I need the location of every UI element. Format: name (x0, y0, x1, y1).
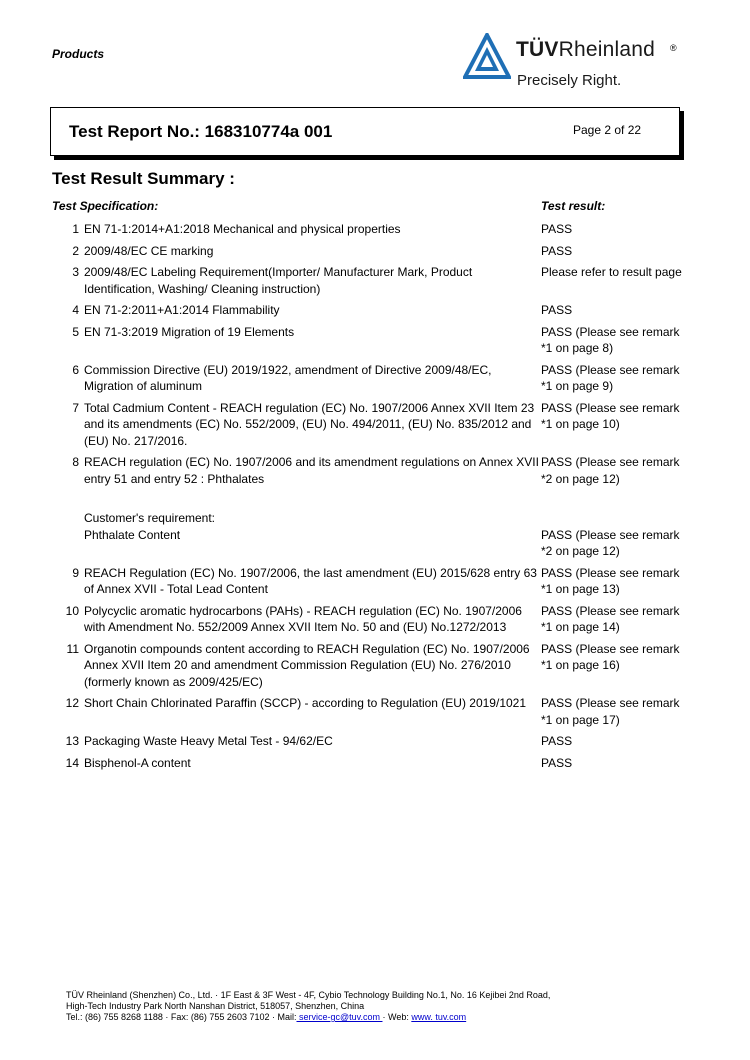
email-link[interactable]: service-gc@tuv.com (296, 1012, 383, 1022)
test-result: PASS (541, 734, 573, 748)
test-result: Please refer to result page (541, 265, 682, 279)
item-number: 8 (72, 455, 79, 469)
test-result: PASS (541, 243, 573, 258)
web-link[interactable]: www. tuv.com (411, 1012, 467, 1022)
item-number: 5 (72, 324, 79, 339)
item-number: 10 (65, 603, 79, 618)
table-row (52, 243, 692, 260)
test-result: PASS (Please see remark *1 on page 9) (541, 362, 680, 393)
test-specification: 2009/48/EC CE marking (84, 243, 214, 258)
test-result: PASS (Please see remark *2 on page 12) (541, 527, 680, 558)
report-number-box (50, 107, 680, 156)
table-row (52, 264, 692, 297)
table-row (52, 733, 692, 750)
test-specification: EN 71-1:2014+A1:2018 Mechanical and physical properties (84, 222, 401, 236)
test-result: PASS (Please see remark *1 on page 8) (541, 324, 680, 355)
table-row (52, 695, 692, 728)
test-specification (84, 510, 541, 560)
test-result: PASS (Please see remark *1 on page 16) (541, 641, 680, 672)
test-result: PASS (Please see remark *1 on page 17) (541, 696, 680, 727)
test-result: PASS (541, 303, 573, 317)
summary-title: Test Result Summary : (52, 169, 235, 188)
table-row (52, 221, 692, 238)
test-result-list (52, 221, 692, 776)
item-number (52, 510, 84, 560)
triangle-logo-icon (463, 33, 511, 79)
report-title: Test Report No.: 168310774a 001 (69, 122, 333, 141)
page-indicator: Page 2 of 22 (573, 123, 642, 137)
table-row (52, 755, 692, 772)
spec-column-header: Test Specification: (52, 199, 159, 213)
table-row (52, 454, 692, 487)
customer-requirement-spec: Phthalate Content (84, 527, 181, 542)
footer-address-line: High-Tech Industry Park North Nanshan District, 518057, Shenzhen, China (66, 1001, 365, 1011)
test-specification: Packaging Waste Heavy Metal Test - 94/62/EC (84, 734, 333, 748)
test-specification: 2009/48/EC Labeling Requirement(Importer/ Manufacturer Mark, Product Identification, Washing/ Cleaning instruction) (84, 265, 473, 296)
item-number: 3 (72, 265, 79, 279)
table-row (52, 603, 692, 636)
test-result: PASS (Please see remark *1 on page 13) (541, 565, 680, 596)
section-label: Products (52, 47, 105, 61)
test-result: PASS (541, 222, 573, 236)
item-number: 12 (65, 696, 79, 710)
table-row (52, 510, 692, 560)
table-row (52, 565, 692, 598)
table-row (52, 302, 692, 319)
test-specification: Commission Directive (EU) 2019/1922, amendment of Directive 2009/48/EC, Migration of aluminum (84, 362, 492, 393)
item-number: 6 (72, 362, 79, 377)
item-number: 11 (66, 641, 79, 656)
test-specification: REACH Regulation (EC) No. 1907/2006, the last amendment (EU) 2015/628 entry 63 of Annex XVII - Total Lead Content (84, 565, 537, 596)
tuv-rheinland-logo (463, 33, 703, 93)
table-row (52, 362, 692, 395)
test-specification: EN 71-3:2019 Migration of 19 Elements (84, 324, 295, 339)
item-number: 13 (65, 734, 79, 748)
test-specification: Total Cadmium Content - REACH regulation (EC) No. 1907/2006 Annex XVII Item 23 and its amendments (EC) No. 552/2009, (EU) No. 494/2011, (EU) No. 835/2012 and (EU) No. 217/2016. (84, 400, 535, 448)
test-specification: Polycyclic aromatic hydrocarbons (PAHs) - REACH regulation (EC) No. 1907/2006 with Amendment No. 552/2009 Annex XVII Item No. 50 and (EU) No.1272/2013 (84, 603, 522, 634)
brand-tagline: Precisely Right. (517, 72, 622, 89)
item-number: 4 (72, 303, 79, 317)
test-result: PASS (Please see remark *1 on page 14) (541, 603, 680, 634)
item-number: 9 (72, 565, 79, 580)
customer-requirement-label: Customer's requirement: (84, 511, 216, 525)
test-result: PASS (541, 755, 573, 770)
test-specification: Bisphenol-A content (84, 755, 191, 770)
test-specification: EN 71-2:2011+A1:2014 Flammability (84, 303, 280, 317)
table-row (52, 400, 692, 450)
brand-name: TÜVRheinland (516, 38, 655, 61)
footer (66, 990, 550, 1023)
result-column-header: Test result: (541, 199, 606, 213)
item-number: 1 (72, 222, 79, 236)
item-number: 14 (65, 755, 79, 770)
test-specification: REACH regulation (EC) No. 1907/2006 and its amendment regulations on Annex XVII entry 51 and entry 52 : Phthalates (84, 455, 539, 486)
test-specification: Short Chain Chlorinated Paraffin (SCCP) - according to Regulation (EU) 2019/1021 (84, 696, 527, 710)
footer-contact-line: Tel.: (86) 755 8268 1188 · Fax: (86) 755 2603 7102 · Mail: service-gc@tuv.com · Web: www. tuv.com (66, 1012, 467, 1022)
item-number: 7 (72, 400, 79, 415)
test-result: PASS (Please see remark *2 on page 12) (541, 455, 680, 486)
footer-address-line: TÜV Rheinland (Shenzhen) Co., Ltd. · 1F East & 3F West - 4F, Cybio Technology Building No.1, No. 16 Kejibei 2nd Road, (66, 990, 551, 1000)
table-row (52, 324, 692, 357)
item-number: 2 (72, 243, 79, 258)
test-result: PASS (Please see remark *1 on page 10) (541, 400, 680, 431)
registered-mark: ® (670, 43, 677, 53)
table-row (52, 641, 692, 691)
test-specification: Organotin compounds content according to REACH Regulation (EC) No. 1907/2006 Annex XVII Item 20 and amendment Commission Regulation (EU) No. 276/2010 (formerly known as 2009/425/EC) (84, 641, 530, 689)
